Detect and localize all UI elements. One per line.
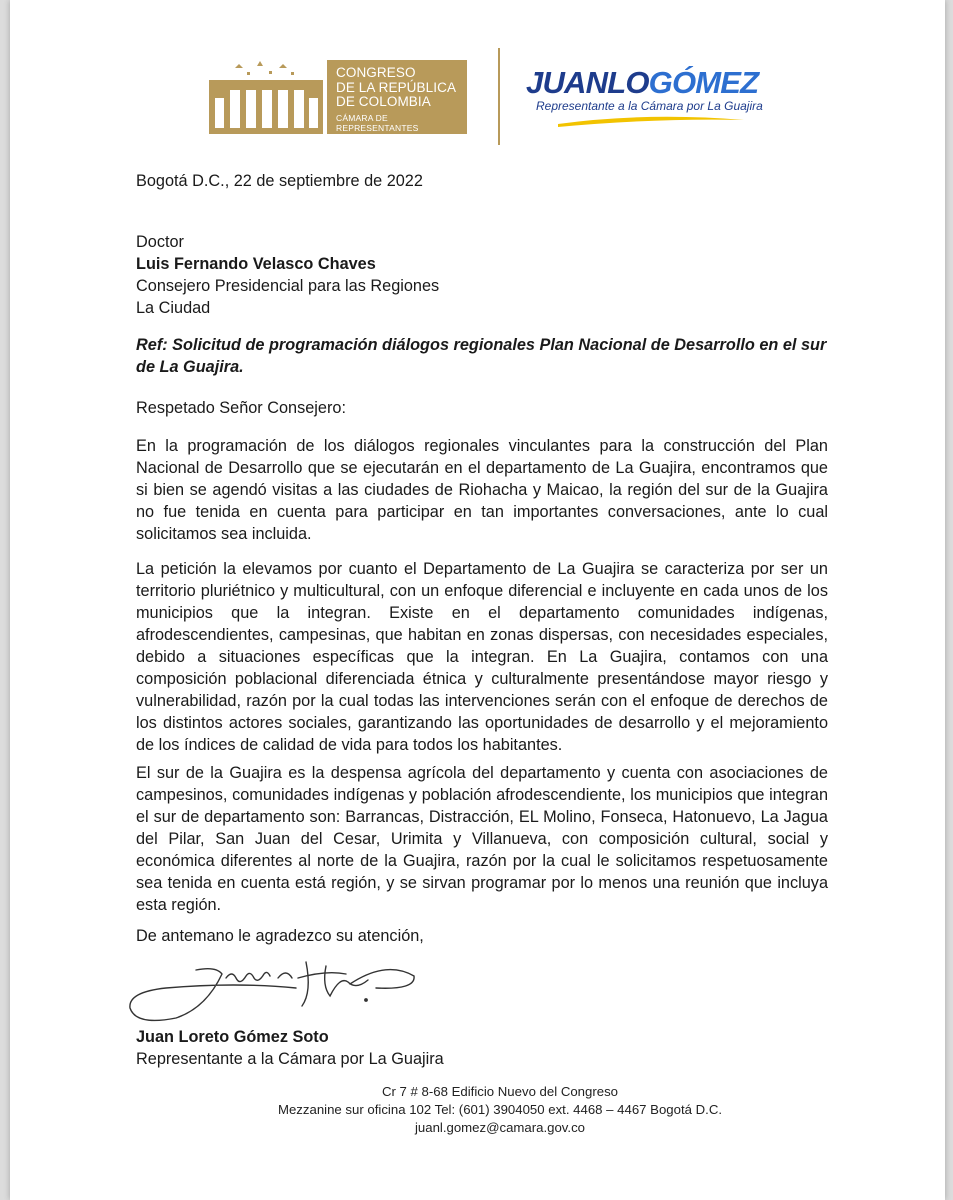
congreso-logo	[207, 58, 473, 136]
juanlo-logo-name-last: GÓMEZ	[648, 65, 759, 100]
juanlo-gomez-logo	[526, 66, 766, 130]
congreso-logo-line: DE LA REPÚBLICA	[336, 79, 457, 95]
footer-contact	[210, 1083, 790, 1137]
footer-email: juanl.gomez@camara.gov.co	[414, 1120, 585, 1135]
recipient-location: La Ciudad	[136, 299, 211, 317]
body-paragraph: El sur de la Guajira es la despensa agrícola del departamento y cuenta con asociaciones de campesinos, comunidades indígenas y población afrodescendiente, los municipios que integran el sur de departamento son: Barrancas, Distracción, EL Molino, Fonseca, Hatonuevo, La Jagua del Pilar, San Juan del Cesar, Urimita y Villanueva, con composición cultural, social y económica diferentes al norte de la Guajira, razón por la cual le solicitamos respetuosamente sea tenida en cuenta está región, y se sirvan programar por lo menos una reunión que incluya esta región.	[136, 764, 828, 914]
recipient-position: Consejero Presidencial para las Regiones	[136, 277, 440, 295]
juanlo-logo-tagline: Representante a la Cámara por La Guajira	[536, 99, 763, 113]
recipient-title: Doctor	[136, 233, 184, 251]
recipient-name: Luis Fernando Velasco Chaves	[136, 255, 376, 273]
body-paragraph: La petición la elevamos por cuanto el Departamento de La Guajira se caracteriza por ser un territorio pluriétnico y multicultural, con un enfoque diferencial e incluyente en cada unos de los municipios que la integran. Existe en el departamento comunidades indígenas, afrodescendientes, campesinas, que habitan en zonas dispersas, con necesidades especiales, debido a situaciones específicas que la integran. En La Guajira, contamos con una composición poblacional diferenciada étnica y culturalmente presentándose mayor riesgo y vulnerabilidad, razón por la cual todas las intervenciones serán con el enfoque de derechos de los distintos actores sociales, garantizando las oportunidades de desarrollo y el mejoramiento de los índices de calidad de vida para todos los habitantes.	[136, 560, 828, 754]
juanlo-logo-name-first: JUANLO	[526, 65, 649, 100]
recipient-block	[136, 231, 439, 319]
signer-name: Juan Loreto Gómez Soto	[136, 1028, 329, 1046]
reference-line: Ref: Solicitud de programación diálogos regionales Plan Nacional de Desarrollo en el sur de La Guajira.	[136, 336, 827, 376]
letter-page	[10, 0, 945, 1200]
juanlo-logo-name	[526, 66, 758, 100]
header-divider	[498, 48, 500, 145]
swoosh-icon	[556, 114, 746, 128]
congreso-logo-text	[327, 60, 467, 134]
closing-line: De antemano le agradezco su atención,	[136, 927, 424, 945]
congreso-logo-subline: CÁMARA DE REPRESENTANTES	[336, 112, 419, 133]
body-paragraph: En la programación de los diálogos regionales vinculantes para la construcción del Plan Nacional de Desarrollo que se ejecutarán en el departamento de La Guajira, encontramos que si bien se agendó visitas a las ciudades de Riohacha y Maicao, la región del sur de la Guajira no fue tenida en cuenta para participar en tan importantes conversaciones, ante lo cual solicitamos sea incluida.	[136, 437, 828, 543]
signer-block	[136, 1026, 444, 1070]
letter-date: Bogotá D.C., 22 de septiembre de 2022	[136, 172, 423, 190]
footer-address-line: Cr 7 # 8-68 Edificio Nuevo del Congreso	[381, 1084, 619, 1099]
footer-address-line: Mezzanine sur oficina 102 Tel: (601) 3904050 ext. 4468 – 4467 Bogotá D.C.	[277, 1102, 723, 1117]
signer-position: Representante a la Cámara por La Guajira	[136, 1050, 444, 1068]
salutation: Respetado Señor Consejero:	[136, 399, 346, 417]
handwritten-signature	[126, 948, 426, 1028]
capitol-building-icon	[207, 58, 325, 136]
congreso-logo-line: CONGRESO	[336, 65, 416, 80]
congreso-logo-line: DE COLOMBIA	[336, 94, 431, 109]
